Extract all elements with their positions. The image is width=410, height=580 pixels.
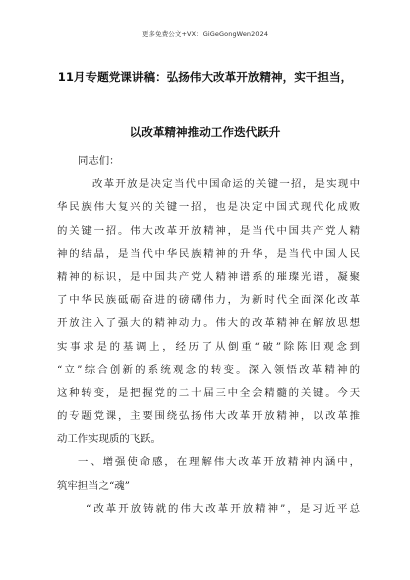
- paragraph-line: “立”综合创新的系统观念的转变。深入领悟改革精神的: [57, 363, 360, 376]
- paragraph-line: 实事求是的基调上，经历了从倒重“破”除陈旧观念到: [57, 340, 360, 353]
- section-heading-line: 一、增强使命感，在理解伟大改革开放精神内涵中，: [78, 456, 360, 469]
- paragraph-line: 改革开放是决定当代中国命运的关键一招，是实现中: [92, 178, 360, 191]
- paragraph-line: 华民族伟大复兴的关键一招，也是决定中国式现代化成败: [57, 201, 360, 214]
- paragraph-line: 了中华民族砥砺奋进的磅礴伟力，为新时代全面深化改革: [57, 294, 360, 307]
- body-text: [57, 150, 360, 521]
- paragraph-line: 这种转变，是把握党的二十届三中全会精髓的关键。今天: [57, 386, 360, 399]
- document-title-line-2: 以改革精神推动工作迭代跃升: [129, 125, 281, 139]
- paragraph-line: 神的结晶，是当代中华民族精神的升华，是当代中国人民: [57, 247, 360, 260]
- paragraph-line: 开放注入了强大的精神动力。伟大的改革精神在解放思想: [57, 317, 360, 330]
- paragraph-line: 的关键一招。伟大改革开放精神，是当代中国共产党人精: [57, 224, 360, 237]
- document-title-line-1: 11月专题党课讲稿：弘扬伟大改革开放精神，实干担当，: [57, 70, 353, 84]
- salutation: 同志们：: [78, 155, 120, 167]
- paragraph-line: 的专题党课，主要围绕弘扬伟大改革开放精神，以改革推: [57, 410, 360, 423]
- paragraph-line: “改革开放铸就的伟大改革开放精神”，是习近平总: [86, 502, 360, 515]
- header-note: 更多免费公文+VX：GiGeGongWen2024: [141, 30, 269, 38]
- section-heading-line: 筑牢担当之“魂”: [57, 479, 130, 492]
- paragraph-line: 动工作实现质的飞跃。: [57, 433, 161, 446]
- paragraph-line: 精神的标识，是中国共产党人精神谱系的璀璨光谱，凝聚: [57, 270, 360, 283]
